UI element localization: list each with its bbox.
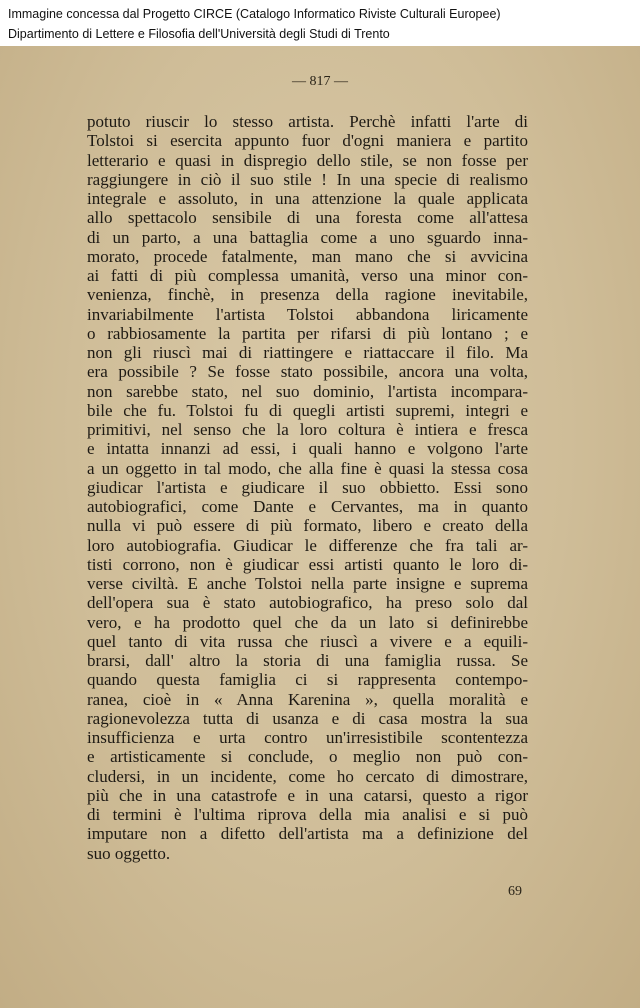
scanned-page bbox=[0, 46, 640, 1008]
text-line: dell'opera sua è stato autobiografico, ha preso solo dal bbox=[87, 593, 528, 613]
text-line: di un parto, a una battaglia come a uno sguardo inna- bbox=[87, 227, 528, 247]
text-line: ranea, cioè in « Anna Karenina », quella moralità e bbox=[87, 689, 528, 709]
attribution-banner bbox=[0, 0, 640, 46]
text-line: e artisticamente si conclude, o meglio non può con- bbox=[87, 747, 528, 767]
text-line: quando questa famiglia ci si rappresenta contempo- bbox=[87, 670, 528, 690]
body-text bbox=[87, 112, 528, 863]
text-line: era possibile ? Se fosse stato possibile, ancora una volta, bbox=[87, 362, 528, 382]
text-line: morato, procede fatalmente, man mano che si avvicina bbox=[87, 246, 528, 266]
attribution-line-2: Dipartimento di Lettere e Filosofia dell'Università degli Studi di Trento bbox=[8, 27, 390, 41]
text-line: brarsi, dall' altro la storia di una famiglia russa. Se bbox=[87, 651, 528, 670]
text-line: ragionevolezza tutta di usanza e di casa mostra la sua bbox=[87, 708, 528, 728]
text-line: allo spettacolo sensibile di una foresta come all'attesa bbox=[87, 208, 528, 228]
text-line: o rabbiosamente la partita per rifarsi di più lontano ; e bbox=[87, 323, 528, 343]
text-line: non gli riuscì mai di riattingere e riattaccare il filo. Ma bbox=[87, 343, 528, 362]
text-line: cludersi, in un incidente, come ho cercato di dimostrare, bbox=[87, 766, 528, 786]
text-line: venienza, finchè, in presenza della ragione inevitabile, bbox=[87, 285, 528, 305]
attribution-line-1: Immagine concessa dal Progetto CIRCE (Catalogo Informatico Riviste Culturali Europee) bbox=[8, 7, 501, 21]
text-line: e intatta innanzi ad essi, i quali hanno e volgono l'arte bbox=[87, 439, 528, 459]
text-line: primitivi, nel senso che la loro coltura è intiera e fresca bbox=[87, 420, 528, 439]
text-line: imputare non a difetto dell'artista ma a definizione del bbox=[87, 824, 528, 844]
text-line: di termini è l'ultima riprova della mia analisi e si può bbox=[87, 805, 528, 824]
text-line: vero, e ha prodotto quel che da un lato si definirebbe bbox=[87, 612, 528, 632]
text-line: tisti corrono, non è giudicar essi artisti quanto le loro di- bbox=[87, 554, 528, 574]
text-line: a un oggetto in tal modo, che alla fine è quasi la stessa cosa bbox=[87, 458, 528, 478]
page-footer-number: 69 bbox=[508, 884, 522, 899]
page-header-number: — 817 — bbox=[292, 74, 348, 89]
text-line: raggiungere in ciò il suo stile ! In una specie di realismo bbox=[87, 169, 528, 189]
text-line: potuto riuscir lo stesso artista. Perchè infatti l'arte di bbox=[87, 112, 528, 131]
text-line: insufficienza e urta contro un'irresistibile scontentezza bbox=[87, 728, 528, 747]
text-line: verse civiltà. E anche Tolstoi nella parte insigne e suprema bbox=[87, 574, 528, 593]
text-line: nulla vi può essere di più formato, libero e creato della bbox=[87, 516, 528, 536]
text-line: non sarebbe stato, nel suo dominio, l'artista incompara- bbox=[87, 381, 528, 401]
text-line: più che in una catastrofe e in una catarsi, questo a rigor bbox=[87, 785, 528, 805]
text-line: Tolstoi si esercita appunto fuor d'ogni maniera e partito bbox=[87, 131, 528, 151]
text-line: giudicar l'artista e giudicare il suo obbietto. Essi sono bbox=[87, 477, 528, 497]
text-line: quel tanto di vita russa che riuscì a vivere e a equili- bbox=[87, 631, 528, 651]
text-line: suo oggetto. bbox=[87, 843, 171, 863]
text-line: letterario e quasi in dispregio dello stile, se non fosse per bbox=[87, 150, 528, 170]
text-line: loro autobiografia. Giudicar le differenze che fra tali ar- bbox=[87, 535, 528, 555]
text-line: bile che fu. Tolstoi fu di quegli artisti supremi, integri e bbox=[87, 400, 528, 420]
text-line: autobiografici, come Dante e Cervantes, ma in quanto bbox=[87, 497, 528, 516]
text-line: integrale e assoluto, in una attenzione la quale applicata bbox=[87, 189, 528, 208]
text-line: invariabilmente l'artista Tolstoi abbandona liricamente bbox=[87, 304, 528, 324]
text-line: ai fatti di più complessa umanità, verso una minor con- bbox=[87, 266, 528, 285]
